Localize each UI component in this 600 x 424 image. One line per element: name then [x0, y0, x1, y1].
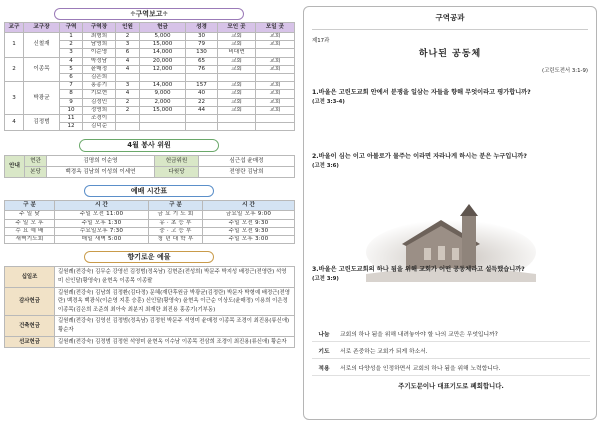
report-cell: 남영희 — [83, 41, 116, 49]
report-cell: 8 — [60, 90, 83, 98]
lesson-number: 제17과 — [312, 38, 330, 44]
report-cell: 기보현 — [83, 90, 116, 98]
apply-text: 교회의 하나 됨을 위해 내려놓아야 할 나의 교만은 무엇입니까? — [340, 331, 498, 338]
worship-header-cell: 시 간 — [203, 201, 295, 211]
scripture-reference: (고린도전서 3:1-9) — [541, 68, 588, 74]
district-leader: 김정범 — [24, 114, 60, 130]
report-header-cell: 구역 — [60, 23, 83, 33]
worship-title: 예배 시간표 — [84, 185, 214, 197]
worship-schedule-table — [4, 200, 295, 244]
report-cell — [186, 123, 218, 131]
report-header-cell: 성경 — [186, 23, 218, 33]
service-names: 백경옥 김남희 이성희 이세연 — [47, 167, 155, 178]
report-cell — [256, 49, 295, 57]
table-row — [5, 114, 295, 122]
question-text: 3.바울은 고린도교회의 하나 됨을 위해 교회가 어떤 공동체라고 설득했습니까? — [312, 266, 525, 273]
apply-label: 나눔 — [318, 331, 330, 338]
report-cell: 12,000 — [140, 65, 186, 73]
report-cell: 홍종기 — [83, 82, 116, 90]
question-text: 2.바울이 심는 이고 아볼로가 물주는 이라면 자라나게 하시는 분은 누구입니까? — [312, 153, 527, 160]
report-cell — [218, 123, 256, 131]
report-cell: 40 — [186, 90, 218, 98]
service-label: 다윗당 — [155, 167, 199, 178]
service-role: 안내 — [5, 156, 25, 178]
report-cell: 최형희 — [83, 33, 116, 41]
report-cell: 3 — [60, 49, 83, 57]
report-header-cell: 헌금 — [140, 23, 186, 33]
report-cell: 65 — [186, 57, 218, 65]
report-cell: 김은희 — [83, 73, 116, 81]
report-cell — [256, 73, 295, 81]
report-cell: 교회 — [218, 33, 256, 41]
report-cell: 14,000 — [140, 49, 186, 57]
worship-cell: 수요일오후 7:30 — [55, 227, 149, 235]
report-cell: 조경이 — [83, 114, 116, 122]
worship-cell: 주 일 낮 — [5, 211, 55, 219]
service-title: 4월 봉사 위원 — [79, 139, 219, 152]
report-cell: 11 — [60, 114, 83, 122]
worship-cell: 청 년 대 학 부 — [149, 236, 203, 244]
prayer-row — [312, 342, 590, 359]
worship-cell: 새벽기도회 — [5, 236, 55, 244]
service-names: 전영란 김남희 — [199, 167, 295, 178]
application-section — [312, 325, 590, 390]
report-cell: 1 — [60, 33, 83, 41]
report-cell — [116, 123, 140, 131]
table-row — [5, 33, 295, 41]
report-cell: 이순영 — [83, 49, 116, 57]
report-cell: 14,000 — [140, 82, 186, 90]
report-cell: 5 — [60, 65, 83, 73]
question-source: (고전 3:6) — [312, 163, 339, 169]
report-cell: 4 — [116, 90, 140, 98]
report-cell: 10 — [60, 106, 83, 114]
report-header-cell: 모인 곳 — [218, 23, 256, 33]
worship-cell: 금 요 기 도 회 — [149, 211, 203, 219]
table-row — [5, 82, 295, 90]
report-header-cell: 구역장 — [83, 23, 116, 33]
report-cell: 76 — [186, 65, 218, 73]
report-cell: 교회 — [218, 65, 256, 73]
service-table — [4, 155, 295, 178]
report-cell: 2,000 — [140, 98, 186, 106]
report-cell: 교회 — [256, 33, 295, 41]
table-row — [5, 287, 295, 316]
report-cell — [140, 73, 186, 81]
report-cell: 교회 — [256, 98, 295, 106]
report-cell: 교회 — [218, 57, 256, 65]
report-cell — [186, 114, 218, 122]
apply-text: 서로의 다양성을 인정하면서 교회의 하나 됨을 위해 노력합니다. — [340, 365, 501, 372]
report-cell: 9,000 — [140, 90, 186, 98]
table-row — [5, 267, 295, 287]
report-cell: 3 — [116, 41, 140, 49]
report-cell: 교회 — [256, 90, 295, 98]
service-row — [5, 167, 295, 178]
report-cell: 15,000 — [140, 106, 186, 114]
offering-type: 선교헌금 — [5, 336, 55, 348]
report-cell: 12 — [60, 123, 83, 131]
report-cell — [218, 73, 256, 81]
worship-cell: 주일 오후 1:30 — [55, 219, 149, 227]
service-names: 심근섭 윤매정 — [199, 156, 295, 167]
sharing-row — [312, 325, 590, 342]
closing-note: 주기도문이나 대표기도로 폐회합니다. — [398, 382, 504, 390]
report-cell: 교회 — [256, 65, 295, 73]
report-cell: 9 — [60, 98, 83, 106]
district-leader: 박광균 — [24, 82, 60, 115]
report-cell: 22 — [186, 98, 218, 106]
district-leader: 신철재 — [24, 33, 60, 58]
offering-title: 향기로운 예물 — [84, 251, 214, 263]
question-source: (고전 3:3-4) — [312, 99, 345, 105]
apply-label: 적용 — [318, 365, 330, 372]
report-cell: 정영희 — [83, 106, 116, 114]
table-row — [5, 57, 295, 65]
report-header-cell: 교구 — [5, 23, 24, 33]
report-cell: 4 — [60, 57, 83, 65]
district-number: 1 — [5, 33, 24, 58]
application-row — [312, 359, 590, 376]
report-cell — [116, 73, 140, 81]
lesson-header: 구역공과 — [312, 10, 588, 30]
report-header-cell: 모일 곳 — [256, 23, 295, 33]
table-row — [5, 227, 295, 235]
report-cell: 2 — [116, 106, 140, 114]
report-cell: 130 — [186, 49, 218, 57]
report-header-cell: 교구장 — [24, 23, 60, 33]
report-cell: 4 — [116, 65, 140, 73]
report-cell: 교회 — [218, 106, 256, 114]
question-3 — [312, 265, 592, 282]
lesson-panel — [303, 6, 597, 420]
table-row — [5, 219, 295, 227]
report-cell — [256, 114, 295, 122]
service-names: 김명희 이순영 — [47, 156, 155, 167]
report-cell: 7 — [60, 82, 83, 90]
report-header-row — [5, 23, 295, 33]
district-report-table — [4, 22, 295, 131]
worship-cell: 주일 오전 9:30 — [203, 227, 295, 235]
report-cell: 6 — [60, 73, 83, 81]
question-2 — [312, 152, 588, 169]
district-number: 3 — [5, 82, 24, 115]
offering-table — [4, 266, 295, 348]
table-row — [5, 336, 295, 348]
report-cell: 79 — [186, 41, 218, 49]
report-cell: 김덕순 — [83, 123, 116, 131]
report-cell — [186, 73, 218, 81]
offering-type: 십일조 — [5, 267, 55, 287]
report-cell: 4 — [116, 57, 140, 65]
district-number: 4 — [5, 114, 24, 130]
report-cell: 윤매정 — [83, 65, 116, 73]
offering-names: 길원례(전강숙) 김남희 김정환(김다정) 문혜(재단후원금 박광균(김정란) 박문자 박형예 배정근(전영란) 백경옥 백광식(이순영 지훈 승훈) 신인달(황영숙) 윤현옥 이근순 이상도(윤매정) 이용희 이은정 이종목(김은희 조준희 최아숙 최분지 최재란 최진용 홍종기(기부동) — [55, 287, 295, 316]
report-cell: 2 — [116, 98, 140, 106]
worship-cell: 유 · 초 등 부 — [149, 219, 203, 227]
worship-cell: 주일 오전 11:00 — [55, 211, 149, 219]
worship-cell: 매일 새벽 5:00 — [55, 236, 149, 244]
report-cell — [140, 114, 186, 122]
service-label: 헌금위원 — [155, 156, 199, 167]
report-cell: 교회 — [256, 41, 295, 49]
report-cell: 20,000 — [140, 57, 186, 65]
worship-header-cell: 시 간 — [55, 201, 149, 211]
report-cell: 157 — [186, 82, 218, 90]
report-cell: 교회 — [256, 106, 295, 114]
offering-type: 감사헌금 — [5, 287, 55, 316]
left-column — [4, 4, 294, 420]
question-1 — [312, 88, 588, 105]
district-number: 2 — [5, 57, 24, 82]
report-header-cell: 인원 — [116, 23, 140, 33]
report-cell: 교회 — [256, 57, 295, 65]
report-cell: 교회 — [218, 82, 256, 90]
report-cell: 교회 — [256, 82, 295, 90]
report-cell: 교회 — [218, 41, 256, 49]
report-cell: 6 — [116, 49, 140, 57]
report-cell: 박정남 — [83, 57, 116, 65]
table-row — [5, 316, 295, 336]
worship-cell: 주일 오후 3:00 — [203, 236, 295, 244]
report-cell — [218, 114, 256, 122]
report-cell — [140, 123, 186, 131]
worship-header-row — [5, 201, 295, 211]
service-row — [5, 156, 295, 167]
offering-type: 건축헌금 — [5, 316, 55, 336]
worship-cell: 주일 오전 9:30 — [203, 219, 295, 227]
question-text: 1.바울은 고린도교회 안에서 분쟁을 일삼는 자들을 향해 무엇이라고 평가합니까? — [312, 89, 531, 96]
worship-cell: 주 일 오 후 — [5, 219, 55, 227]
report-cell: 교회 — [218, 98, 256, 106]
table-row — [5, 211, 295, 219]
worship-header-cell: 구 분 — [149, 201, 203, 211]
lesson-title: 하나된 공동체 — [418, 49, 482, 59]
report-cell: 2 — [116, 33, 140, 41]
offering-names: 길원례(전강숙) 김무순 강영선 김정범(정옥남) 김현준(전성희) 박문주 박지성 배정근(전영란) 석영미 신인달(황영숙) 윤현옥 이종목 이종팔 — [55, 267, 295, 287]
report-cell: 44 — [186, 106, 218, 114]
report-cell: 김정민 — [83, 98, 116, 106]
offering-names: 길원례(전강숙) 김영선 김정범(정옥남) 김정헌 박문주 석영미 윤매정 이종목 조경이 최진용(류신애) 황순자 — [55, 316, 295, 336]
report-cell: 15,000 — [140, 41, 186, 49]
apply-text: 서로 존중하는 교회가 되게 하소서. — [340, 348, 428, 355]
question-source: (고전 3:9) — [312, 276, 339, 282]
report-cell — [116, 114, 140, 122]
report-title: ♱구역보고♱ — [54, 8, 244, 20]
service-label: 현관 — [25, 156, 47, 167]
report-cell: 30 — [186, 33, 218, 41]
report-cell — [256, 123, 295, 131]
table-row — [5, 236, 295, 244]
report-cell: 교회 — [218, 90, 256, 98]
worship-header-cell: 구 분 — [5, 201, 55, 211]
district-leader: 이종목 — [24, 57, 60, 82]
worship-cell: 금요일 오후 9:00 — [203, 211, 295, 219]
report-cell: 3 — [116, 82, 140, 90]
report-cell: 비대면 — [218, 49, 256, 57]
worship-cell: 중 · 고 등 부 — [149, 227, 203, 235]
apply-label: 기도 — [318, 348, 330, 355]
worship-cell: 수 요 예 배 — [5, 227, 55, 235]
service-label: 본당 — [25, 167, 47, 178]
report-cell: 5,000 — [140, 33, 186, 41]
report-cell: 2 — [60, 41, 83, 49]
offering-names: 길원례(전강숙) 김정범 김정헌 석영미 윤현옥 이수남 이종목 전삼희 조경이 최진용(류신애) 황순자 — [55, 336, 295, 348]
